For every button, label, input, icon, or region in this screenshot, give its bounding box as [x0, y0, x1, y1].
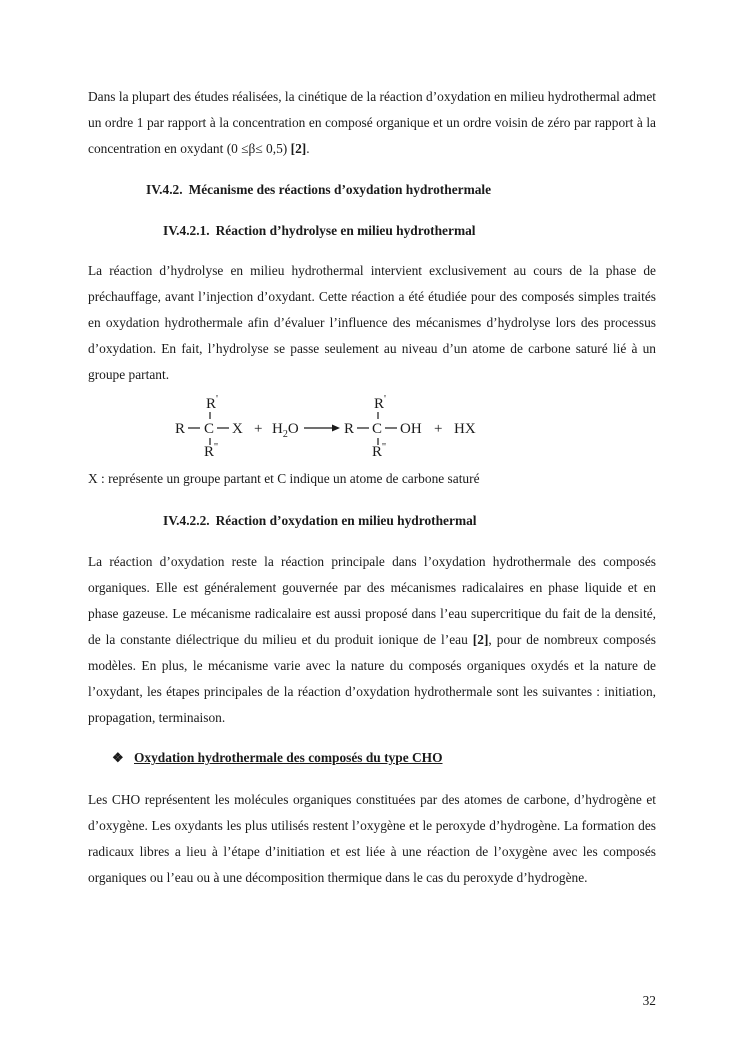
subsection-number: IV.4.2.2.	[163, 513, 210, 528]
plus-sign: +	[254, 421, 263, 437]
page-number: 32	[642, 993, 656, 1008]
diamond-bullet-icon: ❖	[112, 750, 124, 765]
water-molecule: $H_2O$	[272, 421, 299, 440]
paragraph-oxidation	[88, 549, 656, 731]
section-heading-mechanism	[146, 182, 491, 198]
reaction-arrow-head	[332, 425, 340, 432]
citation-ref: [2]	[290, 141, 307, 156]
paragraph-kinetics	[88, 84, 656, 162]
paragraph-text: La réaction d’oxydation reste la réaction principale dans l’oxydation hydrothermale des composés organiques. Elle est généralement gouvernée par des mécanismes radicalaires en phase liquide et en phase gazeuse. Le mécanisme radicalaire est aussi proposé dans l’eau supercritique du fait de la densité, de la constante diélectrique du milieu et du produit ionique de l’eau	[88, 554, 656, 647]
plus-sign-2: +	[434, 421, 443, 437]
substituent-r-double-prime: R''	[204, 441, 218, 458]
substituent-r: R	[175, 421, 186, 437]
carbon-atom: C	[204, 421, 215, 437]
substituent-r-prime: R'	[206, 393, 218, 412]
paragraph-cho: Les CHO représentent les molécules organiques constituées par des atomes de carbone, d’hydrogène et d’oxygène. Les oxydants les plus utilisés restent l’oxygène et le peroxyde d’hydrogène. La formation des radicaux libres a lieu à l’étape d’initiation et est liée à une réaction de l’oxygène avec les composés organiques ou l’eau ou à une décomposition thermique dans le cas du peroxyde d’hydrogène.	[88, 792, 656, 885]
subsection-title: Réaction d’hydrolyse en milieu hydrothermal	[215, 223, 476, 238]
hydrolysis-equation	[170, 388, 490, 458]
product-carbon-atom: C	[372, 421, 383, 437]
bullet-heading-text: Oxydation hydrothermale des composés du type CHO	[134, 750, 443, 765]
section-title: Mécanisme des réactions d’oxydation hydrothermale	[188, 182, 492, 197]
paragraph-text-end: .	[306, 141, 310, 156]
hydroxyl-group: OH	[400, 421, 422, 437]
product-substituent-r: R	[344, 421, 355, 437]
subsection-number: IV.4.2.1.	[163, 223, 210, 238]
section-number: IV.4.2.	[146, 182, 183, 197]
citation-ref: [2]	[472, 632, 489, 647]
subsection-heading-hydrolysis	[163, 223, 476, 239]
paragraph-text-end: , pour de nombreux composés modèles. En plus, le mécanisme varie avec la nature du composés organiques oxydés et la nature de l’oxydant, les étapes principales de la réaction d’oxydation hydrothermale sont les suivantes : initiation, propagation, terminaison.	[88, 632, 656, 725]
subsection-title: Réaction d’oxydation en milieu hydrothermal	[215, 513, 477, 528]
bullet-heading-cho	[112, 750, 443, 766]
product-substituent-r-double-prime: R''	[372, 441, 386, 458]
paragraph-text: Dans la plupart des études réalisées, la cinétique de la réaction d’oxydation en milieu hydrothermal admet un ordre 1 par rapport à la concentration en composé organique et un ordre voisin de zéro par rapport à la concentration en oxydant (0 ≤β≤ 0,5)	[88, 89, 656, 156]
subsection-heading-oxidation	[163, 513, 477, 529]
paragraph-hydrolysis: La réaction d’hydrolyse en milieu hydrothermal intervient exclusivement au cours de la phase de préchauffage, avant l’injection d’oxydant. Cette réaction a été étudiée pour des composés simples traités en oxydation hydrothermale afin d’évaluer l’influence des mécanismes d’hydrolyse lors des processus d’oxydation. En fait, l’hydrolyse se passe seulement au niveau d’un atome de carbone saturé lié à un groupe partant.	[88, 263, 656, 382]
hydrogen-halide: HX	[454, 421, 476, 437]
leaving-group-x: X	[232, 421, 243, 437]
product-substituent-r-prime: R'	[374, 393, 386, 412]
equation-legend: X : représente un groupe partant et C indique un atome de carbone saturé	[88, 471, 480, 486]
